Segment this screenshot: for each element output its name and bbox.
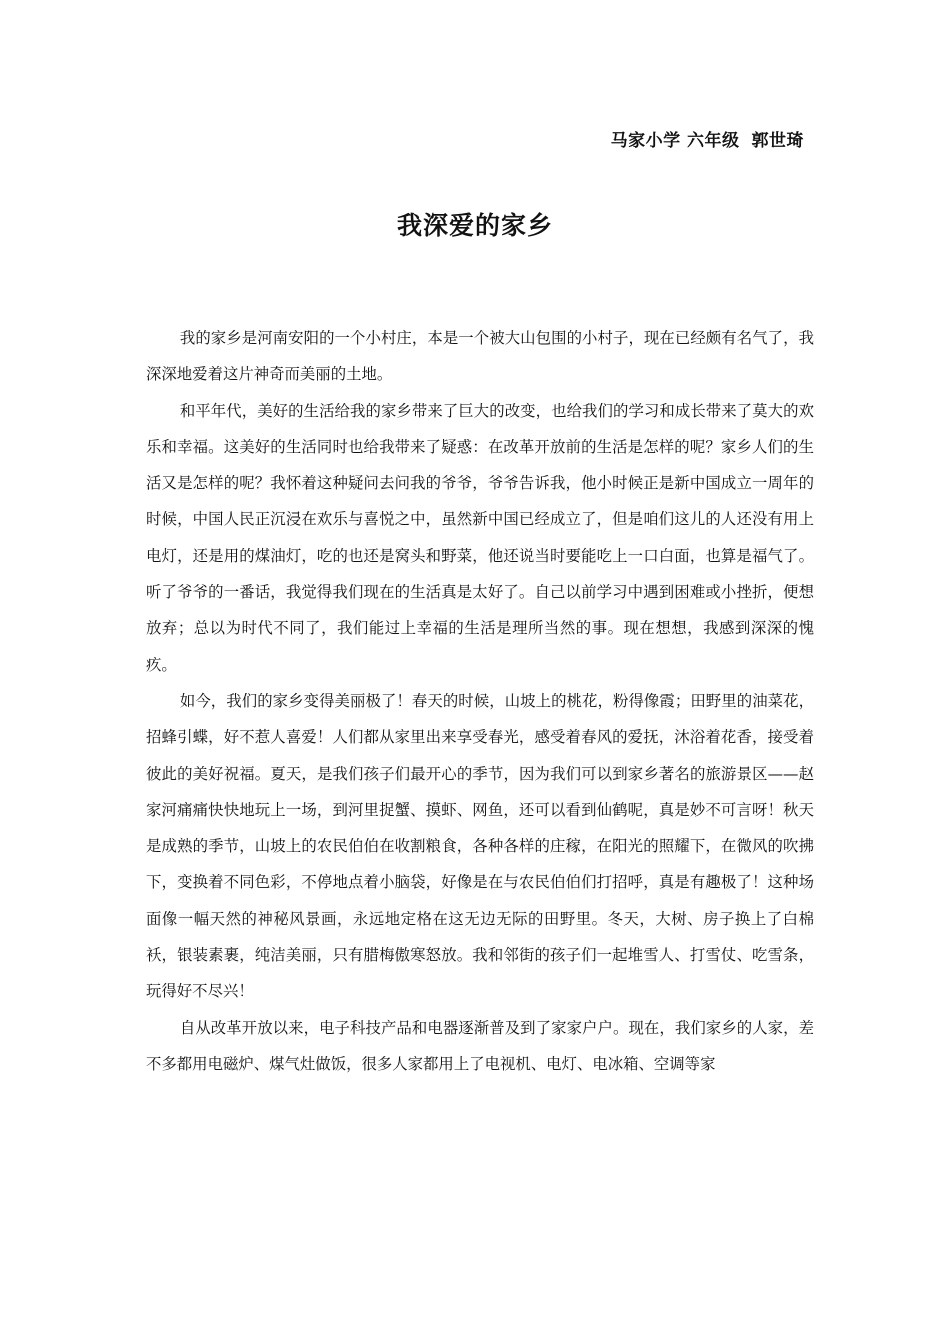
paragraph-3: 如今，我们的家乡变得美丽极了！春天的时候，山坡上的桃花，粉得像霞；田野里的油菜花，招蜂引蝶，好不惹人喜爱！人们都从家里出来享受春光，感受着春风的爱抚，沐浴着花香，接受着彼此的美好祝福。夏天，是我们孩子们最开心的季节，因为我们可以到家乡著名的旅游景区——赵家河痛痛快快地玩上一场，到河里捉蟹、摸虾、网鱼，还可以看到仙鹤呢，真是妙不可言呀！秋天是成熟的季节，山坡上的农民伯伯在收割粮食，各种各样的庄稼，在阳光的照耀下，在微风的吹拂下，变换着不同色彩，不停地点着小脑袋，好像是在与农民伯伯们打招呼，真是有趣极了！这种场面像一幅天然的神秘风景画，永远地定格在这无边无际的田野里。冬天，大树、房子换上了白棉袄，银装素裹，纯洁美丽，只有腊梅傲寒怒放。我和邻街的孩子们一起堆雪人、打雪仗、吃雪条，玩得好不尽兴！ <box>146 691 814 1001</box>
essay-title: 我深爱的家乡 <box>396 211 553 240</box>
paragraph-1: 我的家乡是河南安阳的一个小村庄，本是一个被大山包围的小村子，现在已经颇有名气了，我深深地爱着这片神奇而美丽的土地。 <box>146 329 814 384</box>
paragraph-2: 和平年代，美好的生活给我的家乡带来了巨大的改变，也给我们的学习和成长带来了莫大的欢乐和幸福。这美好的生活同时也给我带来了疑惑：在改革开放前的生活是怎样的呢？家乡人们的生活又是怎样的呢？我怀着这种疑问去问我的爷爷，爷爷告诉我，他小时候正是新中国成立一周年的时候，中国人民正沉浸在欢乐与喜悦之中，虽然新中国已经成立了，但是咱们这儿的人还没有用上电灯，还是用的煤油灯，吃的也还是窝头和野菜，他还说当时要能吃上一口白面，也算是福气了。听了爷爷的一番话，我觉得我们现在的生活真是太好了。自己以前学习中遇到困难或小挫折，便想放弃；总以为时代不同了，我们能过上幸福的生活是理所当然的事。现在想想，我感到深深的愧疚。 <box>146 401 814 674</box>
byline <box>611 126 804 151</box>
byline-author: 郭世琦 <box>751 131 804 151</box>
essay-body <box>146 320 814 1082</box>
byline-school-grade: 马家小学 六年级 <box>610 131 740 151</box>
paragraph-4: 自从改革开放以来，电子科技产品和电器逐渐普及到了家家户户。现在，我们家乡的人家，差不多都用电磁炉、煤气灶做饭，很多人家都用上了电视机、电灯、电冰箱、空调等家 <box>146 1018 814 1073</box>
